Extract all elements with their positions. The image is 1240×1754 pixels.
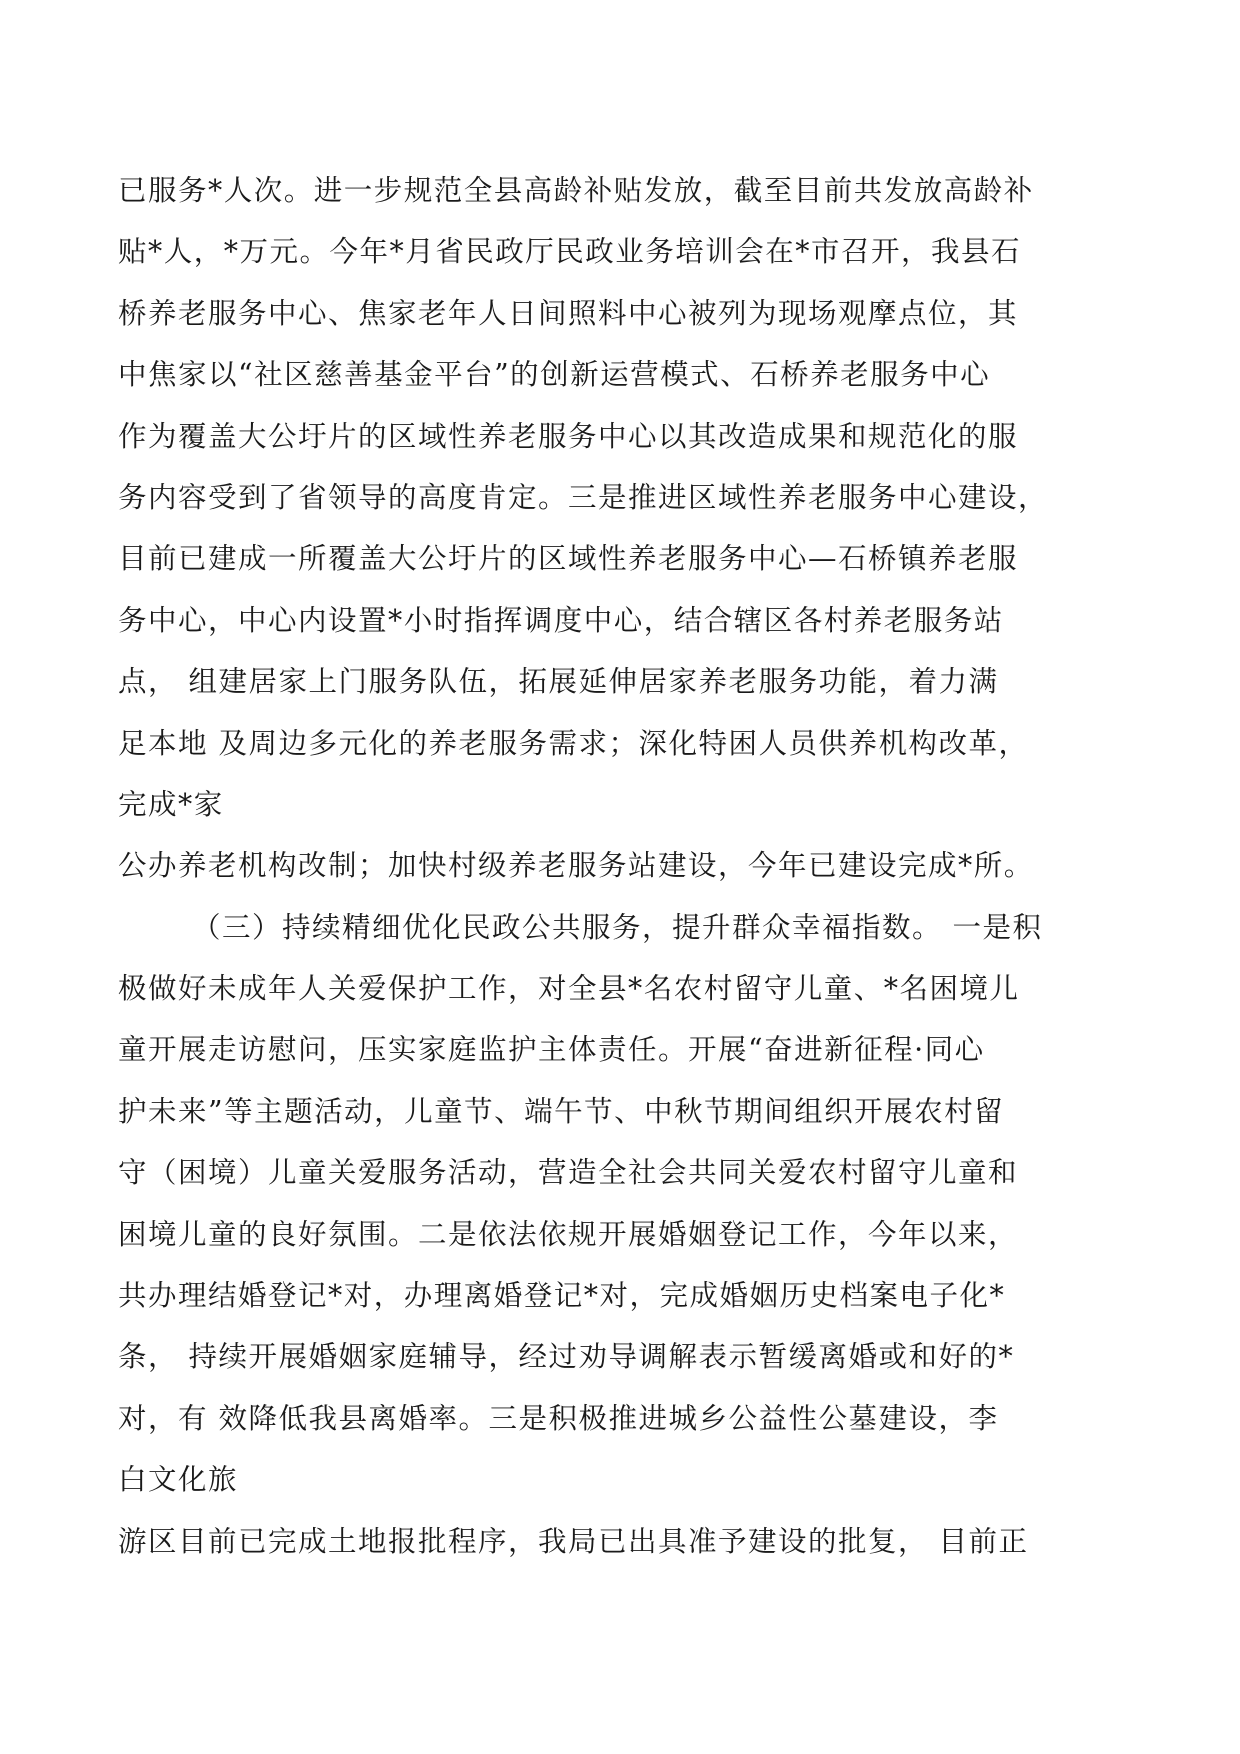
- body-text: [118, 160, 1138, 1572]
- text-line: 守（困境）儿童关爱服务活动，营造全社会共同关爱农村留守儿童和: [118, 1156, 1019, 1190]
- text-line: 公办养老机构改制；加快村级养老服务站建设，今年已建设完成*所。: [118, 849, 1034, 883]
- text-line: 白文化旅: [118, 1463, 239, 1497]
- text-line: 已服务*人次。进一步规范全县高龄补贴发放，截至目前共发放高龄补: [118, 174, 1034, 207]
- text-line: 中焦家以“社区慈善基金平台”的创新运营模式、石桥养老服务中心: [118, 358, 991, 392]
- text-line: 对，有 效降低我县离婚率。三是积极推进城乡公益性公墓建设，李: [118, 1401, 999, 1435]
- text-line: 游区目前已完成土地报批程序，我局已出具准予建设的批复， 目前正: [118, 1524, 1029, 1558]
- text-line: 务中心，中心内设置*小时指挥调度中心，结合辖区各村养老服务站: [118, 603, 1004, 637]
- text-line: 足本地 及周边多元化的养老服务需求；深化特困人员供养机构改革，: [118, 726, 1029, 760]
- text-line: 共办理结婚登记*对，办理离婚登记*对，完成婚姻历史档案电子化*: [118, 1279, 1006, 1313]
- text-line: 目前已建成一所覆盖大公圩片的区域性养老服务中心—石桥镇养老服: [118, 542, 1019, 576]
- text-line: 贴*人，*万元。今年*月省民政厅民政业务培训会在*市召开，我县石: [118, 235, 1022, 269]
- text-line: 困境儿童的良好氛围。二是依法依规开展婚姻登记工作，今年以来，: [118, 1217, 1019, 1251]
- text-line: 完成*家: [118, 787, 224, 821]
- text-line: 作为覆盖大公圩片的区域性养老服务中心以其改造成果和规范化的服: [118, 419, 1019, 453]
- text-line: 点， 组建居家上门服务队伍，拓展延伸居家养老服务功能，着力满: [118, 665, 999, 699]
- text-line: 条， 持续开展婚姻家庭辅导，经过劝导调解表示暂缓离婚或和好的*: [118, 1340, 1015, 1374]
- text-line: 极做好未成年人关爱保护工作，对全县*名农村留守儿童、*名困境儿: [118, 972, 1020, 1006]
- text-line: 童开展走访慰问，压实家庭监护主体责任。开展“奋进新征程·同心: [118, 1033, 985, 1067]
- text-line: （三）持续精细优化民政公共服务，提升群众幸福指数。 一是积: [192, 910, 1043, 944]
- text-line: 护未来”等主题活动，儿童节、端午节、中秋节期间组织开展农村留: [118, 1094, 1005, 1128]
- text-line: 桥养老服务中心、焦家老年人日间照料中心被列为现场观摩点位，其: [118, 296, 1019, 330]
- text-line: 务内容受到了省领导的高度肯定。三是推进区域性养老服务中心建设，: [118, 480, 1049, 514]
